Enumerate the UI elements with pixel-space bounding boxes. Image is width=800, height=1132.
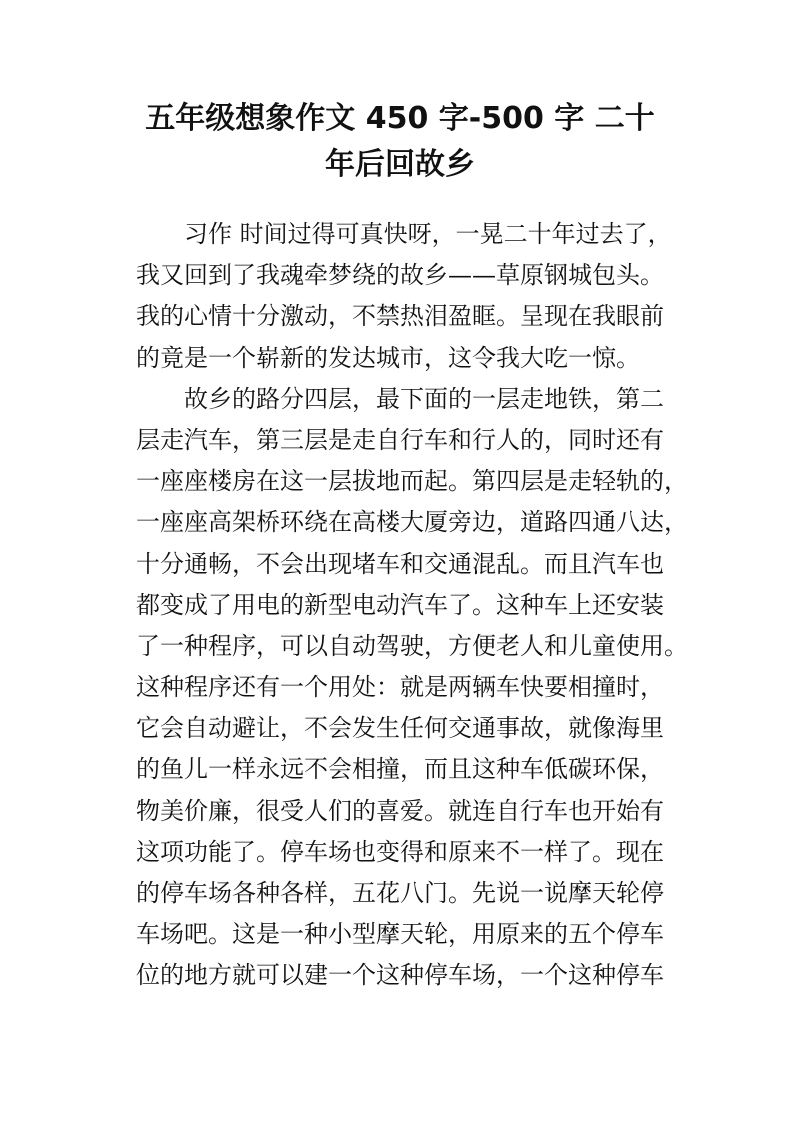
body-line: 层走汽车，第三层是走自行车和行人的，同时还有 <box>136 425 664 454</box>
body-line: 的停车场各种各样，五花八门。先说一说摩天轮停 <box>136 879 664 907</box>
body-line: 这种程序还有一个用处：就是两辆车快要相撞时， <box>136 673 664 702</box>
body-line: 位的地方就可以建一个这种停车场，一个这种停车 <box>136 961 664 990</box>
document-title <box>100 96 700 188</box>
body-line: 物美价廉，很受人们的喜爱。就连自行车也开始有 <box>136 796 664 825</box>
body-line: 这项功能了。停车场也变得和原来不一样了。现在 <box>136 837 664 866</box>
body-line: 都变成了用电的新型电动汽车了。这种车上还安装 <box>136 590 664 619</box>
body-line: 习作 时间过得可真快呀，一晃二十年过去了， <box>184 220 672 248</box>
body-line: 十分通畅，不会出现堵车和交通混乱。而且汽车也 <box>136 549 664 578</box>
body-line: 我的心情十分激动，不禁热泪盈眶。呈现在我眼前 <box>136 302 664 331</box>
title-line-1: 五年级想象作文 450 字-500 字 二十 <box>145 101 655 136</box>
body-line: 的竟是一个崭新的发达城市，这令我大吃一惊。 <box>136 343 640 372</box>
body-line: 我又回到了我魂牵梦绕的故乡——草原钢城包头。 <box>136 261 664 290</box>
body-line: 了一种程序，可以自动驾驶，方便老人和儿童使用。 <box>136 631 688 660</box>
body-line: 它会自动避让，不会发生任何交通事故，就像海里 <box>136 714 664 743</box>
document-body <box>136 214 688 997</box>
body-line: 车场吧。这是一种小型摩天轮，用原来的五个停车 <box>136 920 664 949</box>
body-line: 的鱼儿一样永远不会相撞，而且这种车低碳环保， <box>136 755 664 784</box>
title-line-2: 年后回故乡 <box>325 147 475 182</box>
body-line: 故乡的路分四层，最下面的一层走地铁，第二 <box>184 384 664 413</box>
body-line: 一座座楼房在这一层拔地而起。第四层是走轻轨的， <box>136 467 688 496</box>
body-line: 一座座高架桥环绕在高楼大厦旁边，道路四通八达， <box>136 508 688 537</box>
